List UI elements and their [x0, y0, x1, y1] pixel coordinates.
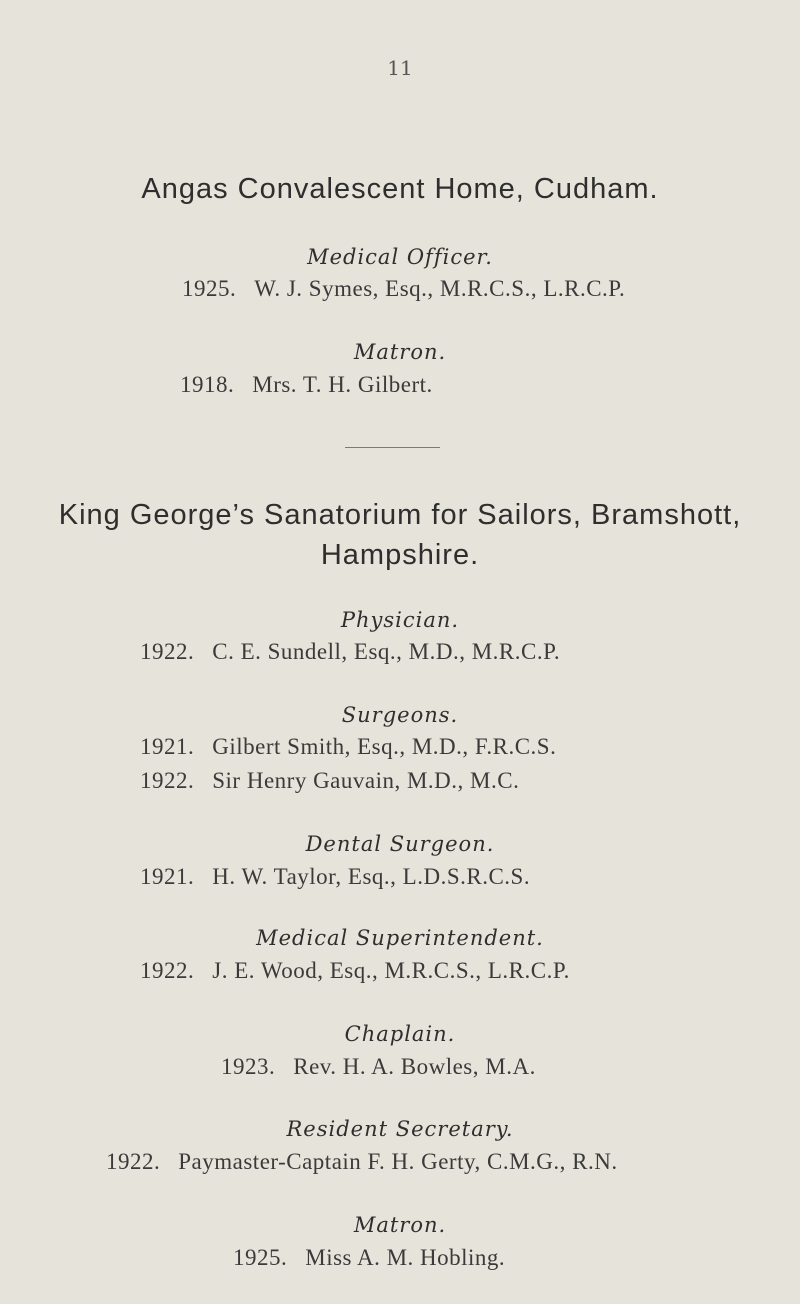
section-title-king-georges-line1: King George’s Sanatorium for Sailors, Bramshott,: [58, 499, 742, 531]
entry-surgeon-2: [140, 768, 519, 794]
entry-chaplain: [221, 1054, 536, 1080]
section-divider: [345, 447, 440, 448]
role-title-resident-secretary: Resident Secretary.: [286, 1117, 514, 1141]
role-title-medical-officer: Medical Officer.: [307, 245, 493, 269]
entry-name: Rev. H. A. Bowles, M.A.: [293, 1054, 536, 1079]
entry-year: 1921.: [140, 734, 195, 759]
role-title-dental-surgeon: Dental Surgeon.: [305, 832, 495, 856]
entry-name: Paymaster-Captain F. H. Gerty, C.M.G., R.N.: [178, 1149, 618, 1174]
entry-name: W. J. Symes, Esq., M.R.C.S., L.R.C.P.: [254, 276, 626, 301]
role-title-matron: Matron.: [353, 340, 447, 364]
entry-matron: [180, 372, 433, 398]
entry-surgeon-1: [140, 734, 556, 760]
section-title-angas: Angas Convalescent Home, Cudham.: [141, 173, 659, 205]
entry-year: 1922.: [140, 958, 195, 983]
entry-dental-surgeon: [140, 864, 530, 890]
entry-year: 1922.: [140, 768, 195, 793]
role-title-chaplain: Chaplain.: [344, 1022, 456, 1046]
role-title-medical-superintendent: Medical Superintendent.: [256, 926, 544, 950]
entry-year: 1921.: [140, 864, 195, 889]
entry-medical-superintendent: [140, 958, 570, 984]
entry-name: Mrs. T. H. Gilbert.: [252, 372, 433, 397]
entry-name: H. W. Taylor, Esq., L.D.S.R.C.S.: [212, 864, 531, 889]
role-title-physician: Physician.: [340, 608, 460, 632]
entry-resident-secretary: [106, 1149, 618, 1175]
entry-year: 1925.: [182, 276, 237, 301]
section-title-king-georges-line2: Hampshire.: [320, 539, 480, 571]
entry-year: 1922.: [106, 1149, 161, 1174]
role-title-matron-2: Matron.: [353, 1213, 447, 1237]
entry-year: 1922.: [140, 639, 195, 664]
entry-name: Gilbert Smith, Esq., M.D., F.R.C.S.: [212, 734, 557, 759]
entry-year: 1918.: [180, 372, 235, 397]
entry-matron-2: [233, 1245, 505, 1271]
entry-name: Miss A. M. Hobling.: [305, 1245, 506, 1270]
entry-year: 1923.: [221, 1054, 276, 1079]
entry-name: J. E. Wood, Esq., M.R.C.S., L.R.C.P.: [212, 958, 570, 983]
entry-name: C. E. Sundell, Esq., M.D., M.R.C.P.: [212, 639, 561, 664]
page-number: 11: [387, 56, 413, 80]
entry-year: 1925.: [233, 1245, 288, 1270]
entry-name: Sir Henry Gauvain, M.D., M.C.: [212, 768, 520, 793]
role-title-surgeons: Surgeons.: [341, 703, 459, 727]
entry-physician: [140, 639, 560, 665]
entry-medical-officer: [182, 276, 625, 302]
